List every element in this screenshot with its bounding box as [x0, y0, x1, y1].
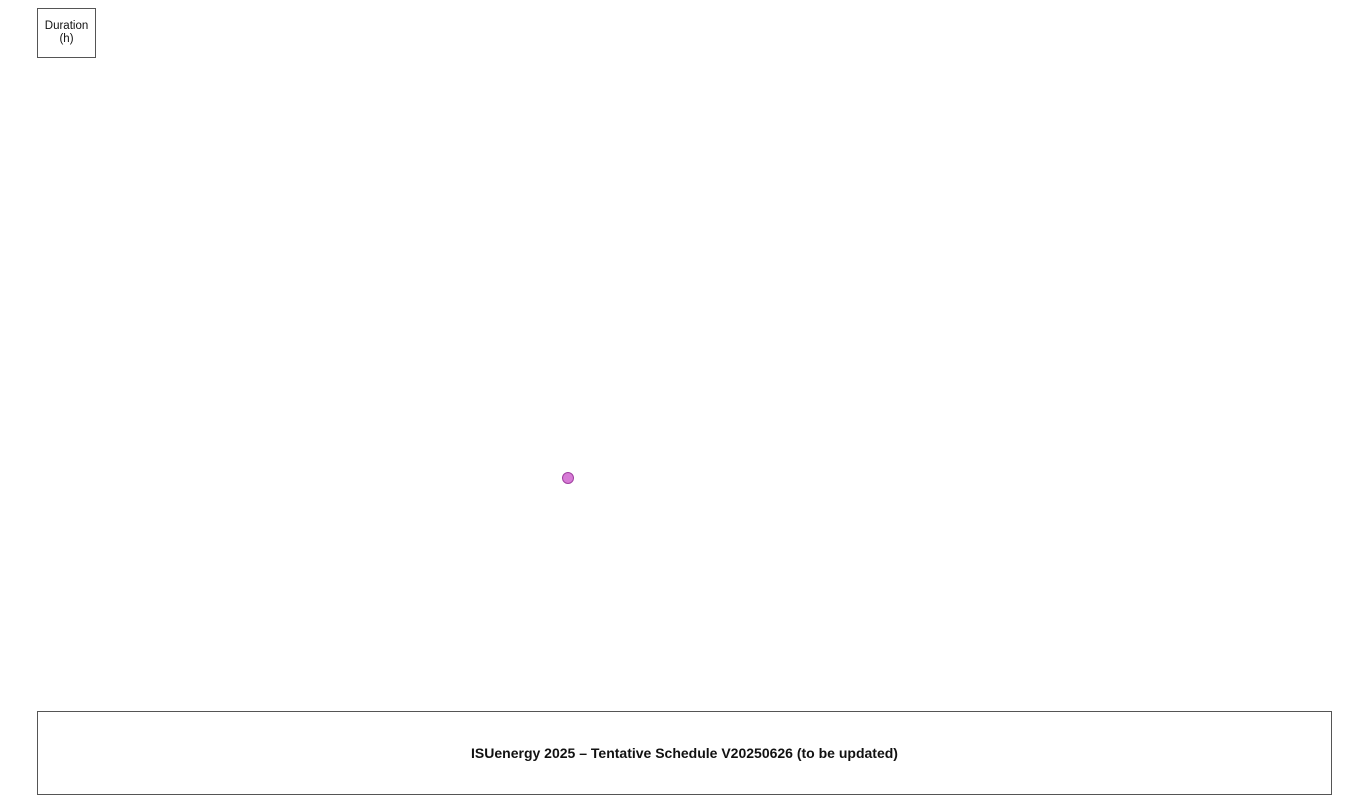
schedule-title: ISUenergy 2025 – Tentative Schedule V20250626 (to be updated): [37, 711, 1332, 795]
cursor-icon: [562, 472, 574, 484]
cell-text-line: (h): [59, 33, 74, 45]
duration-header: [37, 8, 96, 58]
cell-text-line: Duration: [44, 20, 89, 32]
